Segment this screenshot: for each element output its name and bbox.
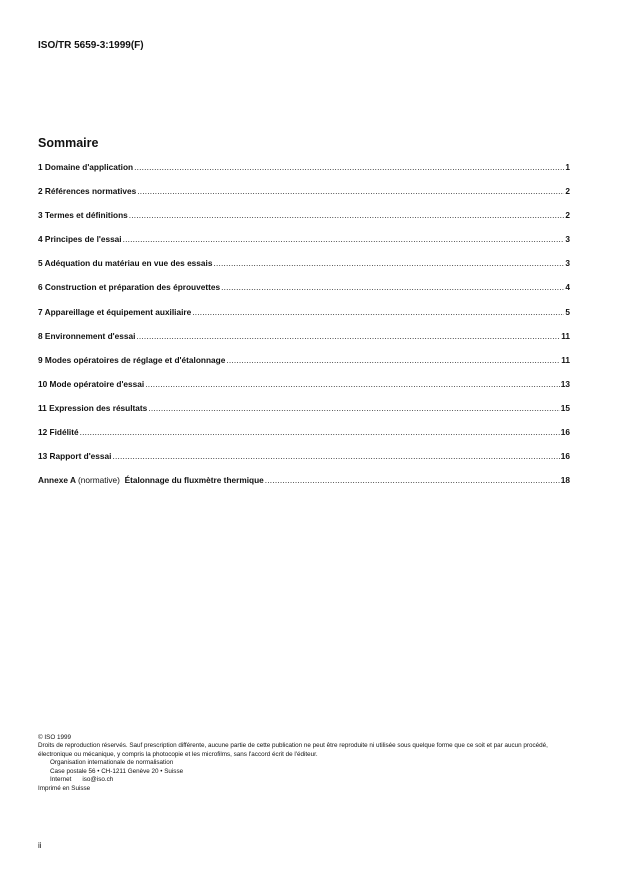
table-of-contents [38, 162, 570, 499]
toc-dot-leader [148, 403, 559, 413]
toc-entry-label: 9 Modes opératoires de réglage et d'étalonnage [38, 354, 226, 365]
toc-entry[interactable] [38, 258, 570, 282]
toc-entry-page: 2 [565, 210, 570, 221]
printed-in-text: Imprimé en Suisse [38, 785, 91, 793]
toc-entry-label: 11 Expression des résultats [38, 402, 148, 413]
document-id: ISO/TR 5659-3:1999(F) [38, 40, 144, 51]
toc-entry-page: 11 [561, 330, 570, 341]
toc-dot-leader [192, 307, 564, 317]
toc-annex-label [38, 475, 264, 485]
toc-dot-leader [137, 186, 564, 196]
annex-prefix: Annexe A [38, 475, 76, 486]
toc-entry[interactable] [38, 210, 570, 234]
toc-entry-label: 6 Construction et préparation des éprouvettes [38, 282, 221, 293]
toc-dot-leader [145, 379, 560, 389]
copyright-block [38, 734, 583, 794]
page-number: ii [38, 841, 42, 850]
publisher-internet [38, 776, 583, 784]
toc-entry-page: 1 [565, 162, 570, 172]
toc-entry[interactable] [38, 307, 570, 331]
toc-entry[interactable] [38, 331, 570, 355]
annex-qualifier: (normative) [77, 475, 120, 486]
toc-entry[interactable] [38, 379, 570, 403]
toc-entry-page: 11 [561, 354, 570, 365]
toc-entry-label: 13 Rapport d'essai [38, 451, 112, 462]
toc-entry[interactable] [38, 186, 570, 210]
toc-entry-page: 3 [565, 234, 570, 245]
toc-entry[interactable] [38, 234, 570, 258]
toc-entry[interactable] [38, 427, 570, 451]
toc-dot-leader [134, 162, 564, 172]
toc-entry[interactable] [38, 451, 570, 475]
toc-dot-leader [123, 234, 565, 244]
toc-entry-label: 8 Environnement d'essai [38, 330, 136, 341]
toc-entry-page: 16 [560, 451, 570, 462]
internet-email-link[interactable]: iso@iso.ch [82, 776, 114, 784]
toc-dot-leader [129, 210, 565, 220]
toc-entry-label: 1 Domaine d'application [38, 162, 134, 172]
toc-dot-leader [136, 331, 560, 341]
toc-entry-page: 18 [560, 475, 570, 486]
toc-entry-label: 10 Mode opératoire d'essai [38, 378, 145, 389]
toc-entry[interactable] [38, 403, 570, 427]
toc-entry-page: 15 [560, 402, 570, 413]
toc-entry-page: 2 [565, 186, 570, 197]
toc-entry-label: 2 Références normatives [38, 186, 137, 197]
toc-entry-label: 3 Termes et définitions [38, 210, 128, 221]
publisher-name: Organisation internationale de normalisation [50, 759, 174, 767]
toc-annex-entry[interactable] [38, 475, 570, 499]
toc-entry-page: 16 [560, 427, 570, 438]
toc-entry-page: 4 [565, 282, 570, 293]
toc-dot-leader [80, 427, 560, 437]
toc-entry[interactable] [38, 162, 570, 186]
internet-label: Internet [50, 776, 72, 784]
copyright-notice: © ISO 1999 [38, 734, 71, 741]
toc-entry-label: 12 Fidélité [38, 427, 79, 438]
toc-entry-label: 4 Principes de l'essai [38, 234, 122, 245]
toc-entry-page: 13 [560, 378, 570, 389]
toc-entry-label: 7 Appareillage et équipement auxiliaire [38, 306, 192, 317]
toc-dot-leader [226, 355, 560, 365]
toc-entry-page: 5 [565, 306, 570, 317]
publisher-address: Case postale 56 • CH-1211 Genève 20 • Suisse [50, 767, 184, 775]
toc-dot-leader [265, 475, 560, 485]
toc-entry[interactable] [38, 282, 570, 306]
copyright-rights-text: Droits de reproduction réservés. Sauf prescription différente, aucune partie de cette publication ne peut être reproduite ni utilisée sous quelque forme que ce soit et par aucun procédé, électronique ou mécanique, y compris la photocopie et les microfilms, sans l'accord écrit de l'éditeur. [38, 742, 548, 758]
toc-dot-leader [213, 258, 564, 268]
toc-entry-page: 3 [565, 258, 570, 269]
toc-entry[interactable] [38, 355, 570, 379]
toc-dot-leader [112, 451, 559, 461]
toc-title: Sommaire [38, 136, 99, 150]
annex-title: Étalonnage du fluxmètre thermique [124, 475, 264, 486]
toc-dot-leader [221, 282, 564, 292]
toc-entry-label: 5 Adéquation du matériau en vue des essais [38, 258, 213, 269]
